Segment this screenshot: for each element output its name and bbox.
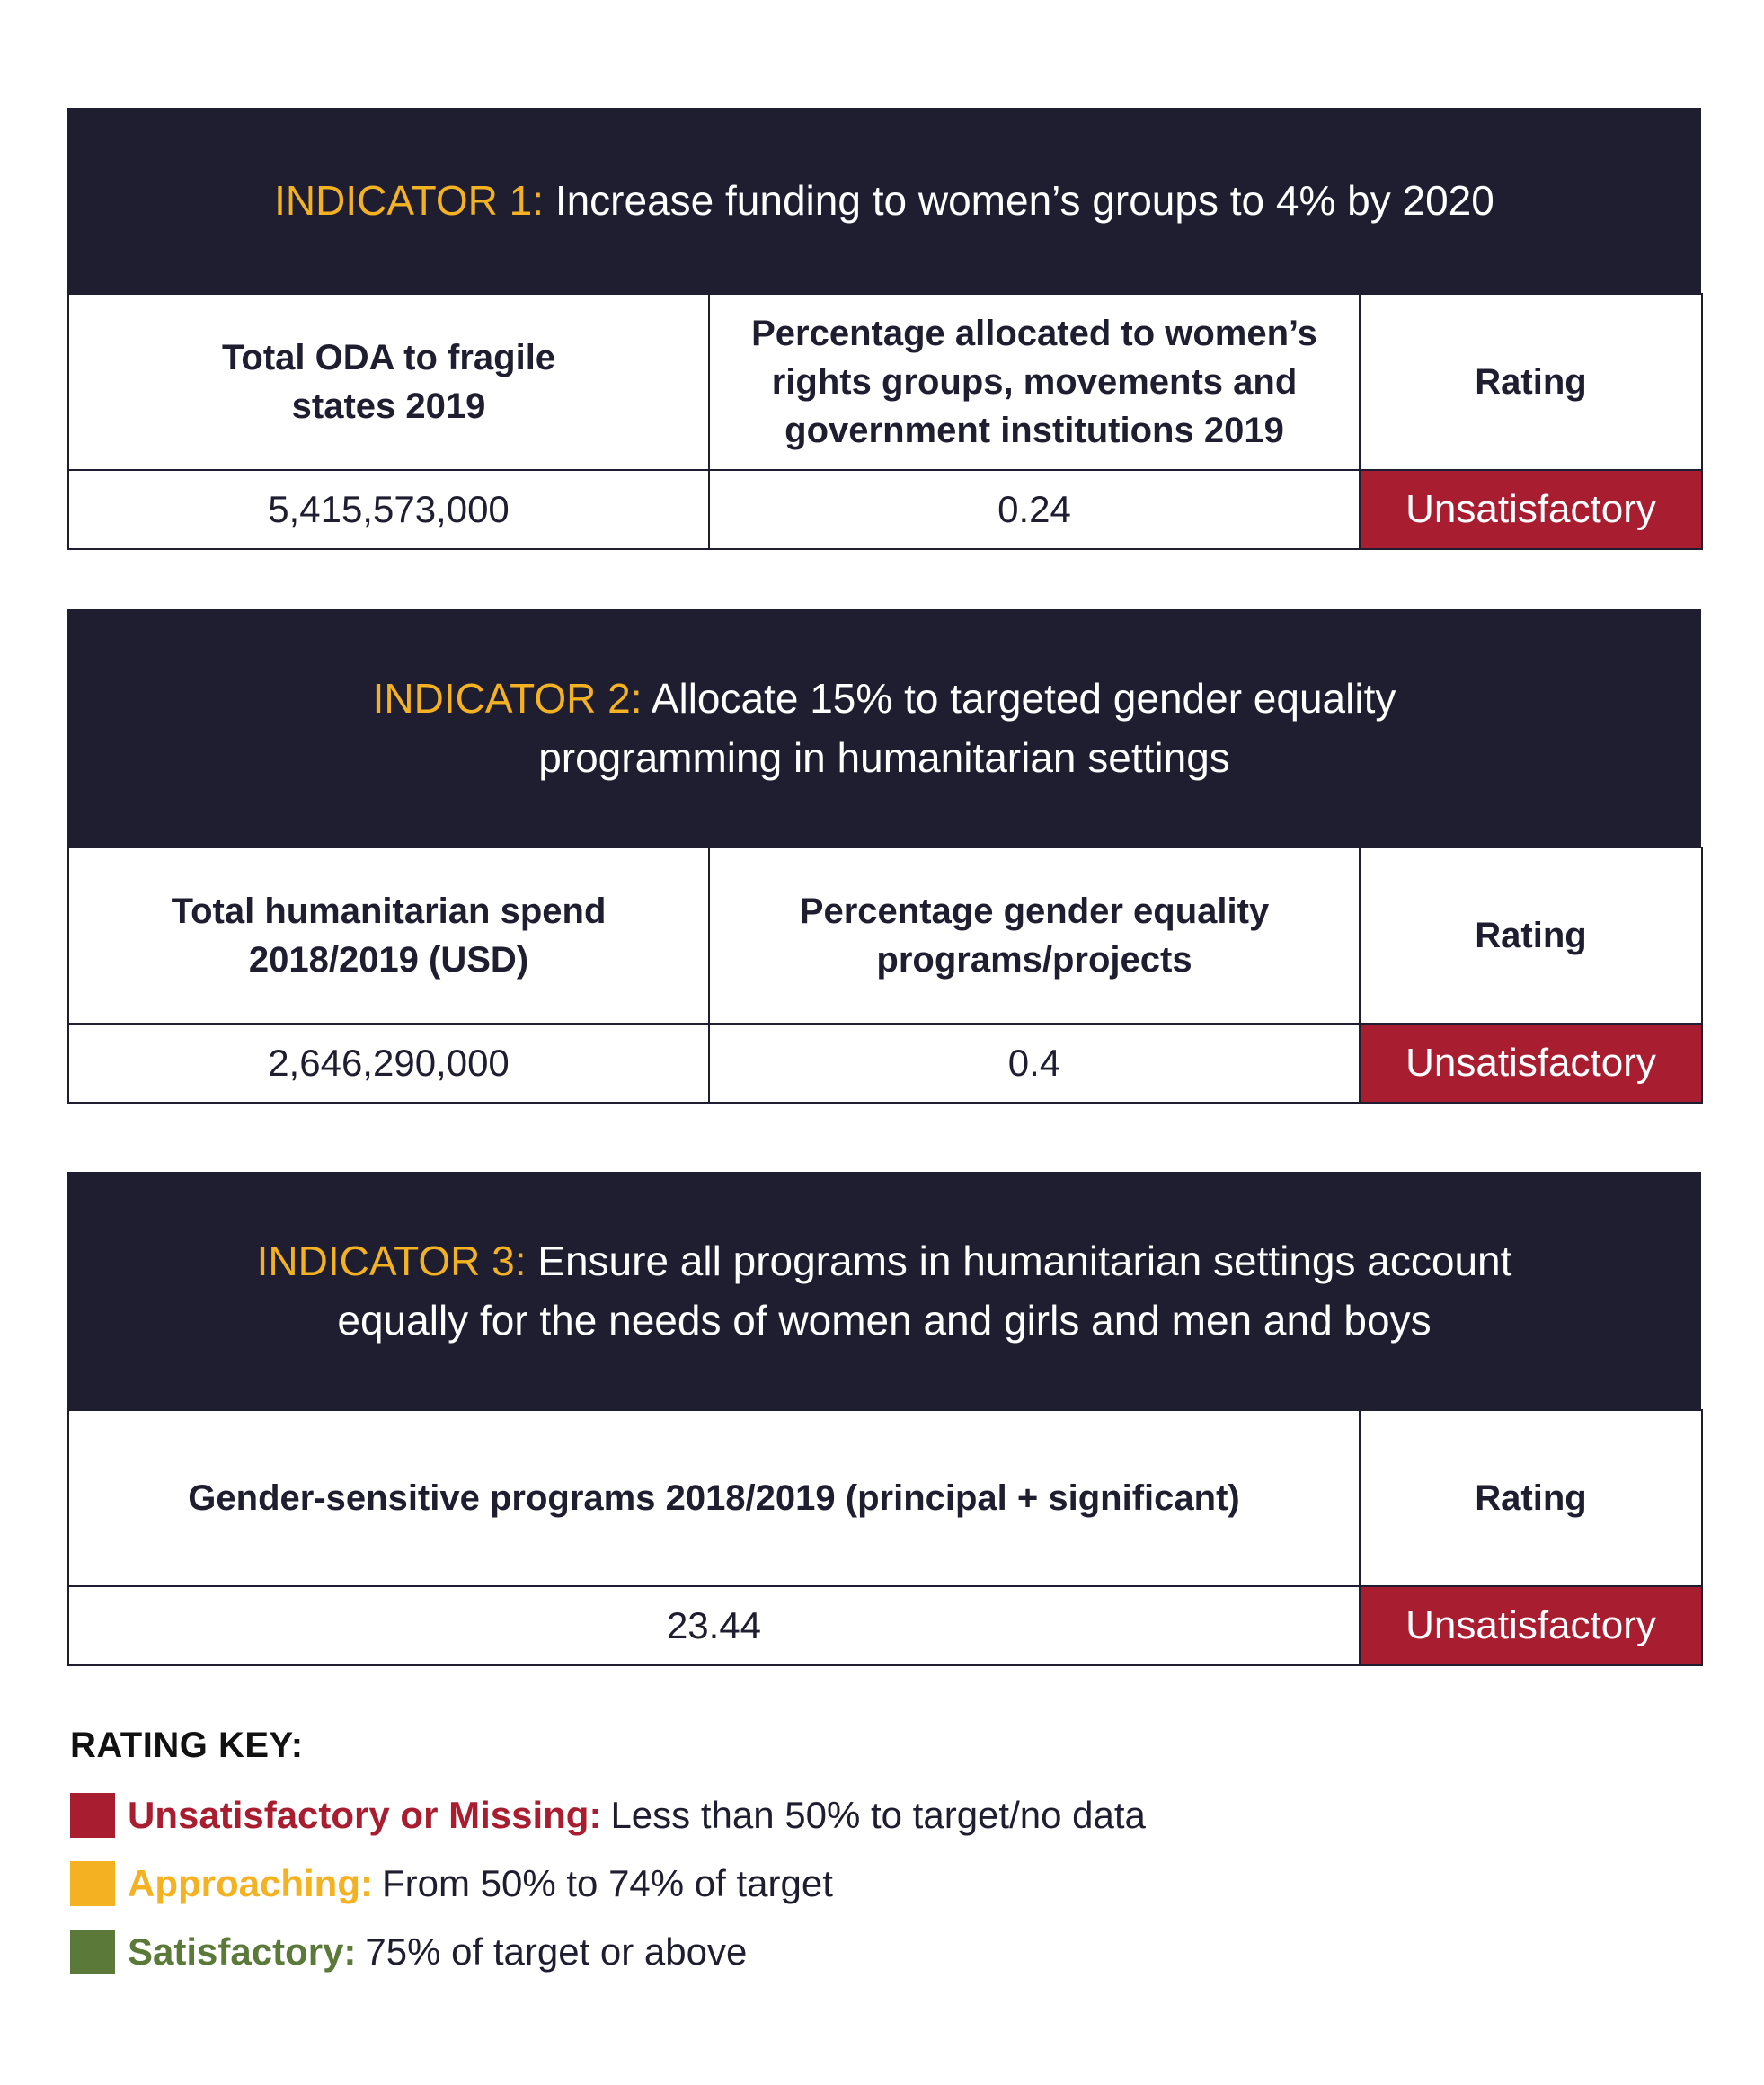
rating-key-name: Unsatisfactory or Missing: <box>128 1794 602 1836</box>
indicator-2-table <box>67 609 1701 1104</box>
indicator-2-grid <box>67 847 1703 1104</box>
total-humanitarian-spend-value: 2,646,290,000 <box>68 1024 709 1103</box>
rating-key-item-satisfactory <box>70 1924 1688 1980</box>
column-header-total-humanitarian-spend: Total humanitarian spend 2018/2019 (USD) <box>68 847 709 1024</box>
rating-key-description: Less than 50% to target/no data <box>610 1794 1146 1836</box>
column-header-rating: Rating <box>1360 1410 1702 1586</box>
rating-badge: Unsatisfactory <box>1360 1586 1702 1665</box>
rating-badge: Unsatisfactory <box>1360 1024 1702 1103</box>
indicator-1-title: Increase funding to women’s groups to 4% by 2020 <box>554 177 1494 224</box>
indicator-1-table <box>67 108 1701 550</box>
unsatisfactory-swatch-icon <box>70 1793 115 1838</box>
indicator-1-label: INDICATOR 1: <box>274 177 545 224</box>
column-header-total-oda: Total ODA to fragile states 2019 <box>68 294 709 470</box>
percentage-gender-equality-value: 0.4 <box>709 1024 1360 1103</box>
indicator-3-grid <box>67 1409 1703 1666</box>
indicator-1-header <box>67 108 1701 293</box>
column-header-rating: Rating <box>1360 847 1702 1024</box>
rating-key-description: From 50% to 74% of target <box>381 1862 833 1904</box>
indicator-3-title: Ensure all programs in humanitarian settings account equally for the needs of women and girls and men and boys <box>337 1238 1512 1344</box>
rating-key <box>70 1726 1688 1992</box>
indicator-3-header <box>67 1172 1701 1409</box>
column-header-percentage-gender-equality: Percentage gender equality programs/projects <box>709 847 1360 1024</box>
rating-key-name: Satisfactory: <box>128 1930 357 1973</box>
rating-key-description: 75% of target or above <box>365 1930 748 1973</box>
satisfactory-swatch-icon <box>70 1930 115 1974</box>
total-oda-value: 5,415,573,000 <box>68 470 709 549</box>
rating-key-title: RATING KEY: <box>70 1726 304 1765</box>
indicator-2-header <box>67 609 1701 847</box>
gender-sensitive-programs-value: 23.44 <box>68 1586 1360 1665</box>
column-header-rating: Rating <box>1360 294 1702 470</box>
approaching-swatch-icon <box>70 1861 115 1906</box>
rating-key-item-unsatisfactory <box>70 1788 1688 1843</box>
indicator-2-title: Allocate 15% to targeted gender equality programming in humanitarian settings <box>538 675 1396 781</box>
indicator-3-label: INDICATOR 3: <box>256 1238 527 1284</box>
rating-badge: Unsatisfactory <box>1360 470 1702 549</box>
column-header-gender-sensitive-programs: Gender-sensitive programs 2018/2019 (principal + significant) <box>68 1410 1360 1586</box>
indicator-1-grid <box>67 293 1703 550</box>
rating-key-name: Approaching: <box>128 1862 373 1904</box>
indicator-3-table <box>67 1172 1701 1666</box>
indicator-2-label: INDICATOR 2: <box>372 675 643 722</box>
rating-key-item-approaching <box>70 1856 1688 1912</box>
column-header-percentage-allocated: Percentage allocated to women’s rights groups, movements and government institutions 2019 <box>709 294 1360 470</box>
percentage-allocated-value: 0.24 <box>709 470 1360 549</box>
